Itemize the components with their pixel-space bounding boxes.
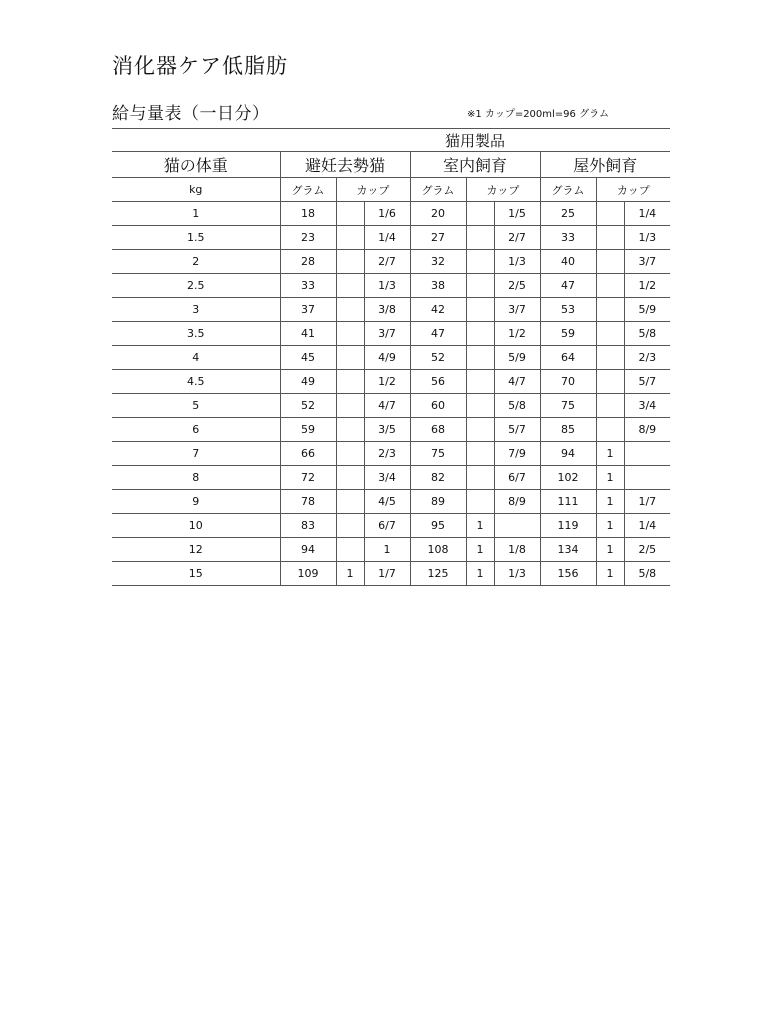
fraction-cup-cell: 1/3	[624, 226, 670, 250]
gram-cell: 66	[280, 442, 336, 466]
weight-cell: 5	[112, 394, 280, 418]
fraction-cup-cell: 1	[364, 538, 410, 562]
fraction-cup-cell: 3/5	[364, 418, 410, 442]
table-row	[112, 562, 670, 586]
gram-cell: 82	[410, 466, 466, 490]
gram-cell: 109	[280, 562, 336, 586]
whole-cup-cell	[336, 322, 364, 346]
gram-cell: 23	[280, 226, 336, 250]
whole-cup-cell	[466, 370, 494, 394]
gram-cell: 32	[410, 250, 466, 274]
page-title: 消化器ケア低脂肪	[112, 54, 288, 78]
whole-cup-cell	[466, 250, 494, 274]
whole-cup-cell	[466, 442, 494, 466]
fraction-cup-cell	[624, 442, 670, 466]
table-subtitle: 給与量表（一日分）	[112, 104, 270, 124]
weight-cell: 12	[112, 538, 280, 562]
fraction-cup-cell: 3/8	[364, 298, 410, 322]
fraction-cup-cell: 7/9	[494, 442, 540, 466]
gram-unit-header: グラム	[280, 178, 336, 202]
table-row	[112, 418, 670, 442]
fraction-cup-cell: 1/7	[624, 490, 670, 514]
fraction-cup-cell: 3/7	[364, 322, 410, 346]
gram-cell: 72	[280, 466, 336, 490]
whole-cup-cell	[336, 418, 364, 442]
whole-cup-cell: 1	[466, 514, 494, 538]
whole-cup-cell	[596, 202, 624, 226]
fraction-cup-cell: 1/4	[364, 226, 410, 250]
whole-cup-cell	[466, 346, 494, 370]
whole-cup-cell	[596, 322, 624, 346]
table-row	[112, 466, 670, 490]
gram-cell: 42	[410, 298, 466, 322]
feeding-table-body	[112, 202, 670, 586]
fraction-cup-cell: 4/7	[494, 370, 540, 394]
weight-cell: 8	[112, 466, 280, 490]
fraction-cup-cell: 5/9	[494, 346, 540, 370]
whole-cup-cell	[596, 298, 624, 322]
table-row	[112, 322, 670, 346]
fraction-cup-cell: 3/4	[364, 466, 410, 490]
weight-cell: 9	[112, 490, 280, 514]
whole-cup-cell	[596, 394, 624, 418]
fraction-cup-cell: 1/3	[364, 274, 410, 298]
fraction-cup-cell: 1/5	[494, 202, 540, 226]
gram-cell: 18	[280, 202, 336, 226]
fraction-cup-cell: 1/4	[624, 514, 670, 538]
gram-cell: 45	[280, 346, 336, 370]
gram-cell: 59	[540, 322, 596, 346]
gram-cell: 40	[540, 250, 596, 274]
weight-cell: 4	[112, 346, 280, 370]
gram-cell: 85	[540, 418, 596, 442]
gram-cell: 41	[280, 322, 336, 346]
gram-cell: 70	[540, 370, 596, 394]
whole-cup-cell	[336, 442, 364, 466]
gram-cell: 102	[540, 466, 596, 490]
gram-cell: 64	[540, 346, 596, 370]
gram-cell: 125	[410, 562, 466, 586]
gram-cell: 94	[540, 442, 596, 466]
table-row	[112, 490, 670, 514]
fraction-cup-cell: 1/3	[494, 562, 540, 586]
whole-cup-cell: 1	[596, 562, 624, 586]
whole-cup-cell	[466, 298, 494, 322]
whole-cup-cell	[466, 226, 494, 250]
fraction-cup-cell: 2/3	[624, 346, 670, 370]
fraction-cup-cell: 8/9	[494, 490, 540, 514]
fraction-cup-cell: 1/7	[364, 562, 410, 586]
gram-cell: 33	[280, 274, 336, 298]
gram-cell: 119	[540, 514, 596, 538]
weight-cell: 3	[112, 298, 280, 322]
fraction-cup-cell: 2/7	[494, 226, 540, 250]
gram-cell: 95	[410, 514, 466, 538]
gram-cell: 134	[540, 538, 596, 562]
whole-cup-cell	[336, 490, 364, 514]
whole-cup-cell	[336, 274, 364, 298]
weight-cell: 7	[112, 442, 280, 466]
weight-cell: 10	[112, 514, 280, 538]
whole-cup-cell	[596, 226, 624, 250]
whole-cup-cell	[466, 274, 494, 298]
fraction-cup-cell: 5/7	[494, 418, 540, 442]
gram-cell: 20	[410, 202, 466, 226]
weight-cell: 3.5	[112, 322, 280, 346]
whole-cup-cell: 1	[596, 538, 624, 562]
whole-cup-cell	[596, 250, 624, 274]
gram-cell: 156	[540, 562, 596, 586]
fraction-cup-cell: 1/2	[364, 370, 410, 394]
whole-cup-cell	[336, 298, 364, 322]
whole-cup-cell	[336, 250, 364, 274]
whole-cup-cell: 1	[466, 538, 494, 562]
fraction-cup-cell: 4/9	[364, 346, 410, 370]
whole-cup-cell	[466, 322, 494, 346]
gram-cell: 75	[540, 394, 596, 418]
weight-cell: 1.5	[112, 226, 280, 250]
whole-cup-cell	[596, 274, 624, 298]
whole-cup-cell: 1	[596, 490, 624, 514]
fraction-cup-cell: 5/7	[624, 370, 670, 394]
table-row	[112, 538, 670, 562]
gram-cell: 89	[410, 490, 466, 514]
fraction-cup-cell: 8/9	[624, 418, 670, 442]
gram-cell: 111	[540, 490, 596, 514]
weight-unit: kg	[112, 178, 280, 202]
gram-unit-header: グラム	[540, 178, 596, 202]
fraction-cup-cell: 4/7	[364, 394, 410, 418]
cup-unit-header: カップ	[466, 178, 540, 202]
gram-cell: 25	[540, 202, 596, 226]
gram-cell: 37	[280, 298, 336, 322]
whole-cup-cell	[466, 418, 494, 442]
fraction-cup-cell: 1/3	[494, 250, 540, 274]
fraction-cup-cell: 3/7	[624, 250, 670, 274]
whole-cup-cell	[596, 418, 624, 442]
gram-cell: 94	[280, 538, 336, 562]
whole-cup-cell	[336, 202, 364, 226]
whole-cup-cell	[336, 394, 364, 418]
whole-cup-cell	[336, 226, 364, 250]
whole-cup-cell	[596, 346, 624, 370]
whole-cup-cell	[466, 490, 494, 514]
gram-cell: 52	[280, 394, 336, 418]
gram-cell: 60	[410, 394, 466, 418]
gram-cell: 78	[280, 490, 336, 514]
gram-cell: 47	[410, 322, 466, 346]
weight-cell: 2.5	[112, 274, 280, 298]
gram-cell: 38	[410, 274, 466, 298]
table-row	[112, 370, 670, 394]
fraction-cup-cell: 2/5	[494, 274, 540, 298]
table-row	[112, 514, 670, 538]
whole-cup-cell	[596, 370, 624, 394]
fraction-cup-cell: 5/8	[624, 322, 670, 346]
fraction-cup-cell: 3/7	[494, 298, 540, 322]
fraction-cup-cell: 4/5	[364, 490, 410, 514]
gram-cell: 56	[410, 370, 466, 394]
whole-cup-cell: 1	[596, 442, 624, 466]
gram-cell: 27	[410, 226, 466, 250]
group-header-indoor: 室内飼育	[410, 152, 540, 178]
table-row	[112, 274, 670, 298]
whole-cup-cell	[336, 370, 364, 394]
product-header: 猫用製品	[280, 129, 670, 152]
fraction-cup-cell: 5/9	[624, 298, 670, 322]
whole-cup-cell: 1	[466, 562, 494, 586]
cup-unit-header: カップ	[336, 178, 410, 202]
fraction-cup-cell: 2/7	[364, 250, 410, 274]
whole-cup-cell	[336, 514, 364, 538]
fraction-cup-cell: 6/7	[364, 514, 410, 538]
gram-unit-header: グラム	[410, 178, 466, 202]
group-header-outdoor: 屋外飼育	[540, 152, 670, 178]
table-row	[112, 346, 670, 370]
fraction-cup-cell: 1/4	[624, 202, 670, 226]
table-row	[112, 226, 670, 250]
fraction-cup-cell: 2/3	[364, 442, 410, 466]
fraction-cup-cell: 5/8	[494, 394, 540, 418]
weight-cell: 15	[112, 562, 280, 586]
fraction-cup-cell: 1/6	[364, 202, 410, 226]
whole-cup-cell: 1	[336, 562, 364, 586]
fraction-cup-cell: 1/8	[494, 538, 540, 562]
group-header-neutered: 避妊去勢猫	[280, 152, 410, 178]
gram-cell: 28	[280, 250, 336, 274]
whole-cup-cell: 1	[596, 466, 624, 490]
whole-cup-cell	[466, 394, 494, 418]
feeding-table	[112, 128, 670, 586]
whole-cup-cell	[336, 466, 364, 490]
whole-cup-cell: 1	[596, 514, 624, 538]
fraction-cup-cell: 1/2	[624, 274, 670, 298]
fraction-cup-cell: 2/5	[624, 538, 670, 562]
gram-cell: 33	[540, 226, 596, 250]
weight-cell: 4.5	[112, 370, 280, 394]
table-row	[112, 394, 670, 418]
whole-cup-cell	[466, 466, 494, 490]
fraction-cup-cell	[494, 514, 540, 538]
table-row	[112, 442, 670, 466]
weight-header: 猫の体重	[112, 152, 280, 178]
gram-cell: 75	[410, 442, 466, 466]
fraction-cup-cell: 5/8	[624, 562, 670, 586]
fraction-cup-cell: 6/7	[494, 466, 540, 490]
weight-cell: 6	[112, 418, 280, 442]
table-row	[112, 250, 670, 274]
weight-cell: 2	[112, 250, 280, 274]
table-row	[112, 298, 670, 322]
gram-cell: 83	[280, 514, 336, 538]
fraction-cup-cell: 1/2	[494, 322, 540, 346]
cup-conversion-note: ※1 カップ=200ml=96 グラム	[467, 109, 609, 120]
whole-cup-cell	[336, 346, 364, 370]
table-row	[112, 202, 670, 226]
gram-cell: 59	[280, 418, 336, 442]
gram-cell: 47	[540, 274, 596, 298]
gram-cell: 49	[280, 370, 336, 394]
gram-cell: 68	[410, 418, 466, 442]
gram-cell: 52	[410, 346, 466, 370]
weight-cell: 1	[112, 202, 280, 226]
whole-cup-cell	[336, 538, 364, 562]
gram-cell: 53	[540, 298, 596, 322]
fraction-cup-cell	[624, 466, 670, 490]
whole-cup-cell	[466, 202, 494, 226]
fraction-cup-cell: 3/4	[624, 394, 670, 418]
cup-unit-header: カップ	[596, 178, 670, 202]
gram-cell: 108	[410, 538, 466, 562]
